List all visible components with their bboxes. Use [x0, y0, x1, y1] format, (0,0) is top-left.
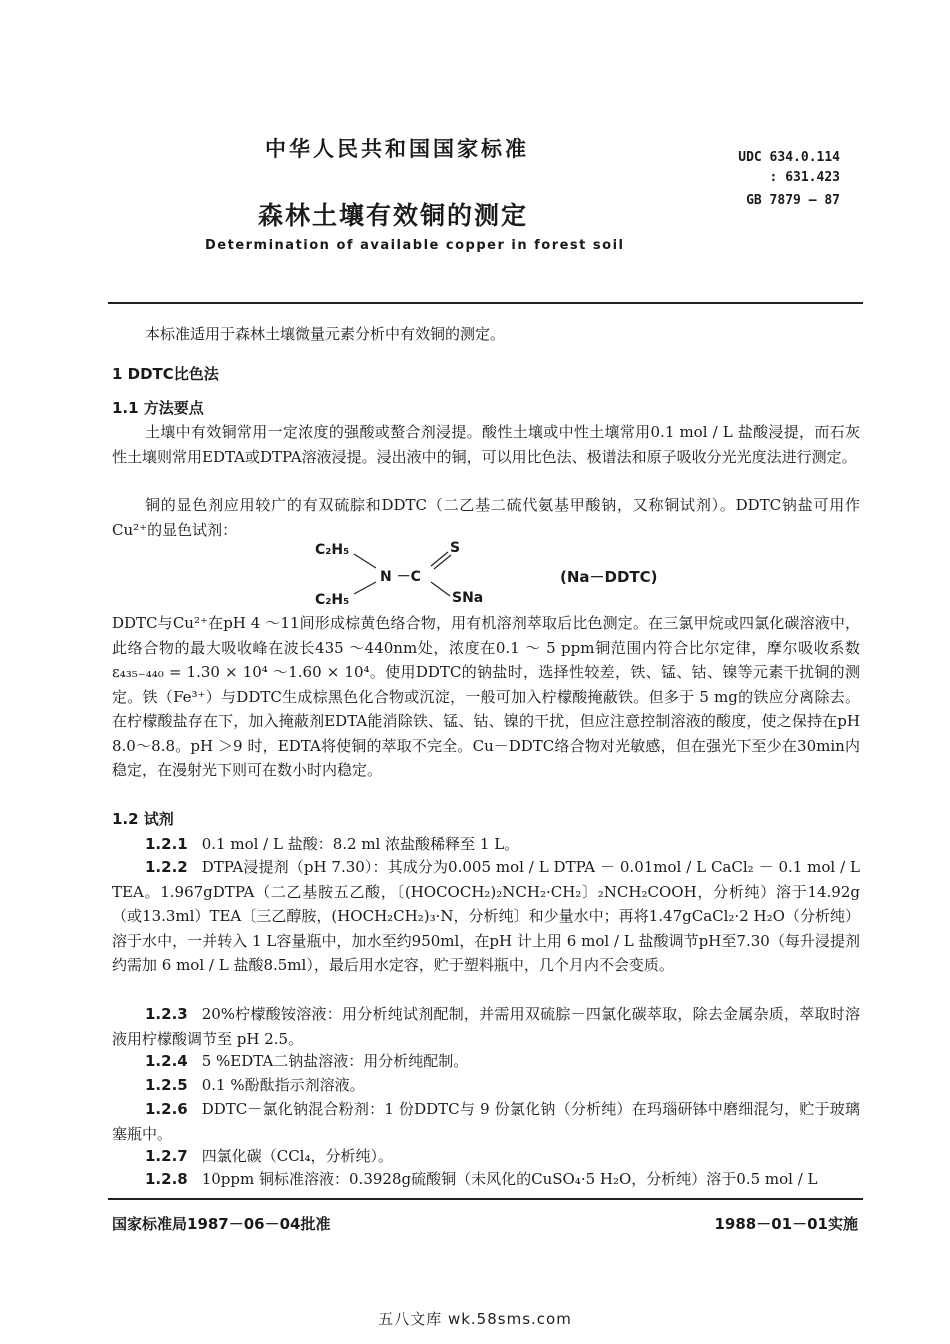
- document-title: 森林土壤有效铜的测定: [258, 201, 529, 230]
- effective-date: 1988－01－01实施: [714, 1215, 858, 1233]
- reagent-text: 四氯化碳（CCl₄，分析纯）。: [201, 1147, 393, 1165]
- ddtc-structural-formula: [300, 540, 680, 610]
- reagent-number: 1.2.1: [145, 835, 188, 853]
- intro-text: 本标准适用于森林土壤微量元素分析中有效铜的测定。: [145, 325, 506, 343]
- reagent-1-2-4: [112, 1049, 860, 1074]
- reagent-1-2-8: [112, 1167, 860, 1192]
- formula-ethyl-bottom: C₂H₅: [315, 592, 350, 608]
- section-1-2-heading: 1.2 试剂: [112, 810, 174, 828]
- paragraph-ddtc-reagent: 铜的显色剂应用较广的有双硫腙和DDTC（二乙基二硫代氨基甲酸钠，又称铜试剂）。DDTC钠盐可用作Cu²⁺的显色试剂：: [112, 496, 860, 539]
- paragraph-ddtc-reaction: DDTC与Cu²⁺在pH 4 ～11间形成棕黄色络合物，用有机溶剂萃取后比色测定。在三氯甲烷或四氯化碳溶液中，此络合物的最大吸收峰在波长435 ～440nm处，浓度在0.1 ～ 5 ppm铜范围内符合比尔定律，摩尔吸收系数ε₄₃₅₋₄₄₀ = 1.30 × 10⁴ ～1.60 × 10⁴。使用DDTC的钠盐时，选择性较差，铁、锰、钴、镍等元素干扰铜的测定。铁（Fe³⁺）与DDTC生成棕黑色化合物或沉淀，一般可加入柠檬酸掩蔽铁。但多于 5 mg的铁应分离除去。在柠檬酸盐存在下，加入掩蔽剂EDTA能消除铁、锰、钴、镍的干扰，但应注意控制溶液的酸度，使之保持在pH 8.0～8.8。pH ＞9 时，EDTA将使铜的萃取不完全。Cu－DDTC络合物对光敏感，但在强光下至少在30min内稳定，在漫射光下则可在数小时内稳定。: [112, 614, 860, 779]
- reagent-text: 0.1 %酚酞指示剂溶液。: [201, 1076, 365, 1094]
- footer-rule: [108, 1198, 863, 1200]
- reagent-number: 1.2.6: [145, 1100, 188, 1118]
- gb-code: GB 7879 — 87: [746, 193, 840, 208]
- formula-label: (Na－DDTC): [560, 568, 658, 586]
- section-1-heading: 1 DDTC比色法: [112, 365, 219, 383]
- reagent-1-2-6: [112, 1097, 860, 1146]
- reagent-number: 1.2.5: [145, 1076, 188, 1094]
- reagent-1-2-3: [112, 1002, 860, 1051]
- header-rule: [108, 302, 863, 304]
- formula-sna: SNa: [452, 590, 484, 606]
- section-1-1-heading: 1.1 方法要点: [112, 399, 204, 417]
- site-watermark: 五八文库 wk.58sms.com: [378, 1310, 572, 1328]
- reagent-text: 5 %EDTA二钠盐溶液：用分析纯配制。: [201, 1052, 469, 1070]
- reagent-text: 10ppm 铜标准溶液：0.3928g硫酸铜（未风化的CuSO₄·5 H₂O，分析纯）溶于0.5 mol / L: [201, 1170, 818, 1188]
- paragraph-method-principle: 土壤中有效铜常用一定浓度的强酸或螯合剂浸提。酸性土壤或中性土壤常用0.1 mol / L 盐酸浸提，而石灰性土壤则常用EDTA或DTPA溶液浸提。浸出液中的铜，可以用比色法、极谱法和原子吸收分光光度法进行测定。: [112, 423, 860, 466]
- formula-nitrogen: N －C: [380, 569, 421, 585]
- reagent-text: DDTC－氯化钠混合粉剂：1 份DDTC与 9 份氯化钠（分析纯）在玛瑙研钵中磨细混匀，贮于玻璃塞瓶中。: [112, 1100, 860, 1143]
- document-title-english: Determination of available copper in forest soil: [205, 238, 625, 253]
- reagent-number: 1.2.4: [145, 1052, 188, 1070]
- reagent-1-2-7: [112, 1144, 860, 1169]
- udc-code-sub: : 631.423: [769, 170, 840, 185]
- reagent-1-2-2: [112, 855, 860, 978]
- reagent-1-2-5: [112, 1073, 860, 1098]
- reagent-number: 1.2.2: [145, 858, 188, 876]
- formula-ethyl-top: C₂H₅: [315, 542, 350, 558]
- approval-date: 国家标准局1987－06－04批准: [112, 1215, 331, 1233]
- udc-code: UDC 634.0.114: [738, 150, 840, 165]
- reagent-number: 1.2.8: [145, 1170, 188, 1188]
- reagent-number: 1.2.7: [145, 1147, 188, 1165]
- standard-heading: 中华人民共和国国家标准: [265, 137, 529, 161]
- reagent-text: 0.1 mol / L 盐酸：8.2 ml 浓盐酸稀释至 1 L。: [201, 835, 520, 853]
- reagent-number: 1.2.3: [145, 1005, 188, 1023]
- reagent-text: 20%柠檬酸铵溶液：用分析纯试剂配制，并需用双硫腙－四氯化碳萃取，除去金属杂质，萃取时溶液用柠檬酸调节至 pH 2.5。: [112, 1005, 860, 1048]
- reagent-text: DTPA浸提剂（pH 7.30）：其成分为0.005 mol / L DTPA － 0.01mol / L CaCl₂ － 0.1 mol / L TEA。1.967gDTPA（二乙基胺五乙酸，〔(HOCOCH₂)₂NCH₂·CH₂〕₂NCH₂COOH，分析纯）溶于14.92g（或13.3ml）TEA〔三乙醇胺，(HOCH₂CH₂)₃·N，分析纯〕和少量水中；再将1.47gCaCl₂·2 H₂O（分析纯）溶于水中，一并转入 1 L容量瓶中，加水至约950ml，在pH 计上用 6 mol / L 盐酸调节pH至7.30（每升浸提剂约需加 6 mol / L 盐酸8.5ml），最后用水定容，贮于塑料瓶中，几个月内不会变质。: [112, 858, 860, 974]
- formula-sulfur: S: [450, 540, 461, 556]
- reagent-1-2-1: [112, 832, 860, 857]
